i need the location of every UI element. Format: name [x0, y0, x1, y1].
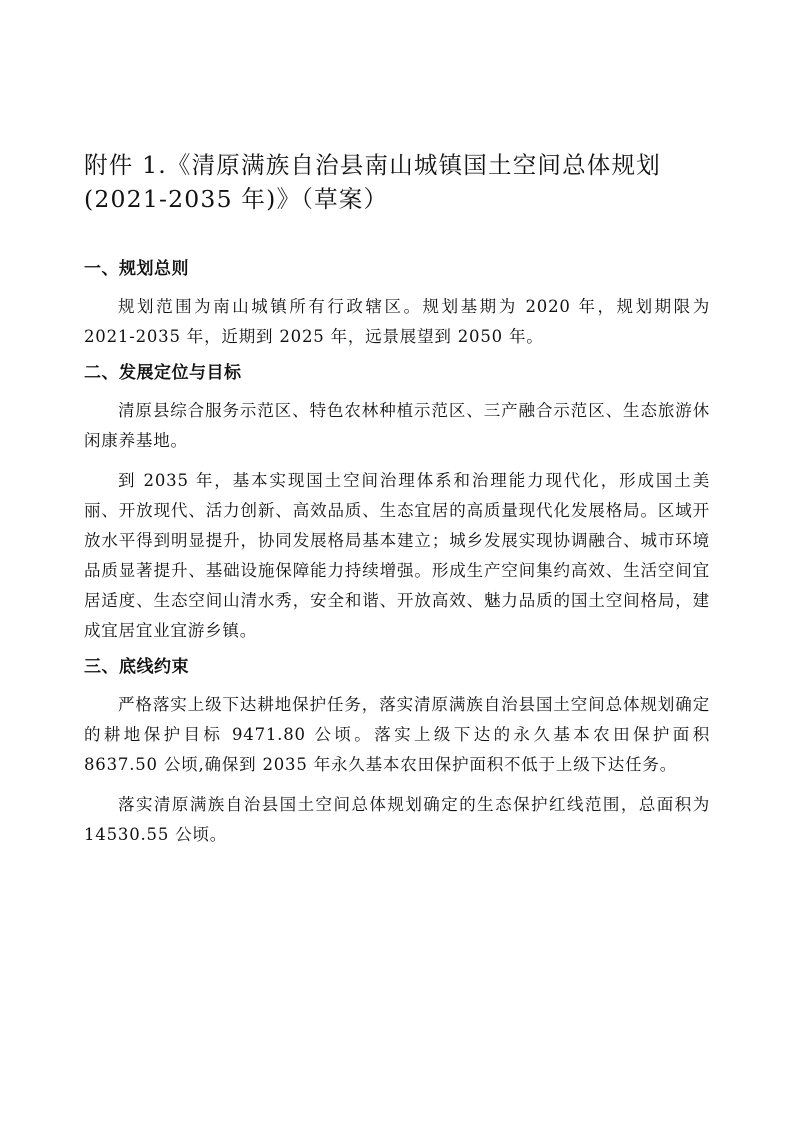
paragraph: 落实清原满族自治县国土空间总体规划确定的生态保护红线范围，总面积为 14530.55 公顷。: [84, 795, 710, 844]
section-heading: 三、底线约束: [84, 657, 189, 677]
section-heading: 一、规划总则: [84, 259, 189, 279]
paragraph: 清原县综合服务示范区、特色农林种植示范区、三产融合示范区、生态旅游休闲康养基地。: [84, 401, 710, 450]
section-general-principles: [84, 258, 710, 352]
document-title-line-2: (2021-2035 年)》（草案）: [84, 185, 389, 213]
section-heading: 二、发展定位与目标: [84, 363, 242, 383]
section-positioning-goals: [84, 362, 710, 646]
paragraph: 到 2035 年，基本实现国土空间治理体系和治理能力现代化，形成国土美丽、开放现代、活力创新、高效品质、生态宜居的高质量现代化发展格局。区域开放水平得到明显提升，协同发展格局基本建立；城乡发展实现协调融合、城市环境品质显著提升、基础设施保障能力持续增强。形成生产空间集约高效、生活空间宜居适度、生态空间山清水秀，安全和谐、开放高效、魅力品质的国土空间格局，建成宜居宜业宜游乡镇。: [84, 471, 710, 640]
document-title-line-1: 附件 1.《清原满族自治县南山城镇国土空间总体规划: [84, 151, 661, 179]
document-title: [84, 148, 710, 216]
document-page: [84, 148, 710, 860]
section-bottom-line-constraints: [84, 656, 710, 850]
paragraph: 规划范围为南山城镇所有行政辖区。规划基期为 2020 年，规划期限为 2021-2035 年，近期到 2025 年，远景展望到 2050 年。: [84, 297, 710, 346]
paragraph: 严格落实上级下达耕地保护任务，落实清原满族自治县国土空间总体规划确定的耕地保护目标 9471.80 公顷。落实上级下达的永久基本农田保护面积 8637.50 公顷,确保到 2035 年永久基本农田保护面积不低于上级下达任务。: [84, 695, 710, 774]
